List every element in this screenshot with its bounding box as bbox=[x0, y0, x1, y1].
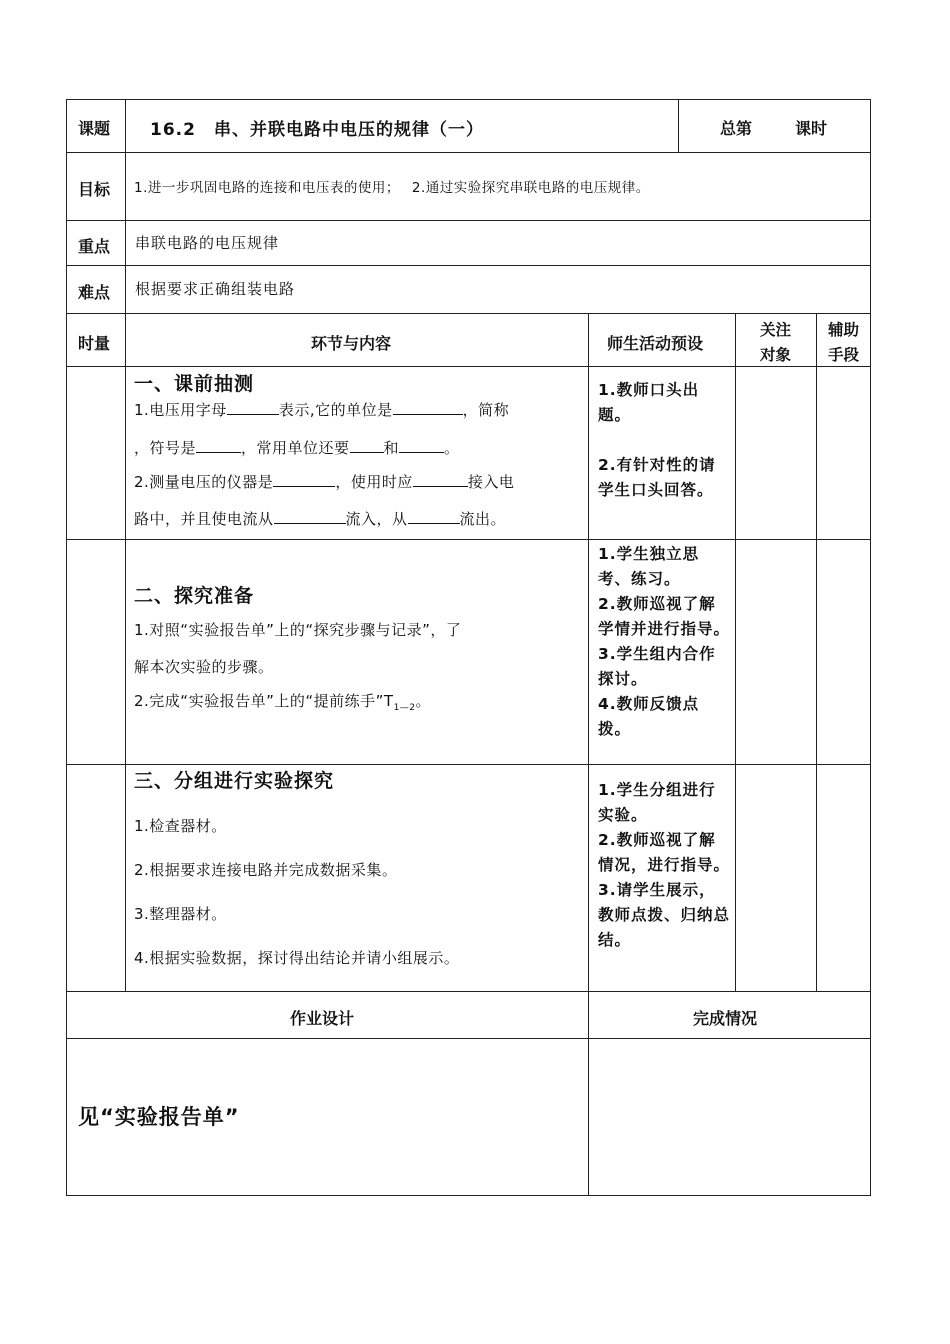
section2-title: 二、探究准备 bbox=[134, 585, 255, 607]
row-divider bbox=[66, 991, 871, 992]
section2-activity: 1.学生独立思考、练习。 2.教师巡视了解学情并进行指导。 3.学生组内合作探讨。 4.教师反馈点拨。 bbox=[598, 545, 731, 738]
row-divider bbox=[66, 366, 871, 367]
row-divider bbox=[66, 220, 871, 221]
col-header-activity: 师生活动预设 bbox=[607, 334, 704, 353]
col-divider bbox=[125, 99, 126, 314]
section3-activity: 1.学生分组进行实验。 2.教师巡视了解情况，进行指导。 3.请学生展示，教师点拨、归纳总结。 bbox=[598, 781, 731, 949]
label-difficulty: 难点 bbox=[78, 283, 111, 302]
section1-title: 一、课前抽测 bbox=[134, 373, 255, 395]
text: 流出。 bbox=[459, 510, 507, 528]
section1-line3 bbox=[134, 471, 514, 492]
period-label: 课时 bbox=[795, 119, 828, 138]
row-divider bbox=[66, 1038, 871, 1039]
section3-title: 三、分组进行实验探究 bbox=[134, 770, 335, 792]
text: 流入，从 bbox=[345, 510, 408, 528]
text: ，使用时应 bbox=[335, 473, 413, 491]
section2-line2: 解本次实验的步骤。 bbox=[134, 658, 274, 676]
col-header-aid-1: 辅助 bbox=[828, 321, 860, 339]
col-header-aid-2: 手段 bbox=[828, 346, 860, 364]
section1-line2 bbox=[134, 437, 460, 458]
text: 路中，并且使电流从 bbox=[134, 510, 274, 528]
text: 2.完成“实验报告单”上的“提前练手”T bbox=[134, 692, 394, 710]
completion-label: 完成情况 bbox=[693, 1009, 758, 1028]
section1-line4 bbox=[134, 508, 506, 529]
text: 。 bbox=[444, 439, 460, 457]
section2-line1: 1.对照“实验报告单”上的“探究步骤与记录”，了 bbox=[134, 621, 462, 639]
fill-blank bbox=[399, 438, 444, 453]
col-header-focus-1: 关注 bbox=[760, 321, 792, 339]
section3-item-4: 4.根据实验数据，探讨得出结论并请小组展示。 bbox=[134, 949, 460, 967]
section3-item-1: 1.检查器材。 bbox=[134, 817, 227, 835]
col-header-focus-2: 对象 bbox=[760, 346, 792, 364]
row-divider bbox=[66, 764, 871, 765]
section1-activity-2: 2.有针对性的请学生口头回答。 bbox=[598, 456, 716, 499]
difficulty-text: 根据要求正确组装电路 bbox=[135, 280, 296, 298]
text: 接入电 bbox=[467, 473, 515, 491]
label-goal: 目标 bbox=[78, 180, 111, 199]
col-divider bbox=[588, 313, 589, 1195]
table-border-left bbox=[66, 99, 67, 1196]
table-border-right bbox=[870, 99, 871, 1196]
fill-blank bbox=[196, 438, 241, 453]
section3-item-3: 3.整理器材。 bbox=[134, 905, 227, 923]
goal-text: 1.进一步巩固电路的连接和电压表的使用； 2.通过实验探究串联电路的电压规律。 bbox=[134, 180, 650, 196]
section2-line3 bbox=[134, 690, 431, 713]
col-divider bbox=[816, 313, 817, 991]
section1-line1 bbox=[134, 399, 509, 420]
table-border-top bbox=[66, 99, 871, 100]
text: 1.电压用字母 bbox=[134, 401, 227, 419]
fill-blank bbox=[413, 472, 468, 487]
text: 和 bbox=[383, 439, 400, 457]
homework-label: 作业设计 bbox=[290, 1009, 355, 1028]
text: ，常用单位还要 bbox=[241, 439, 350, 457]
row-divider bbox=[66, 265, 871, 266]
text: ，符号是 bbox=[134, 439, 197, 457]
subscript: 1—2 bbox=[393, 703, 416, 713]
fill-blank bbox=[408, 509, 460, 524]
text: ，简称 bbox=[462, 401, 510, 419]
fill-blank bbox=[350, 438, 384, 453]
col-divider bbox=[125, 313, 126, 991]
fill-blank bbox=[273, 472, 335, 487]
table-border-bottom bbox=[66, 1195, 871, 1196]
row-divider bbox=[66, 313, 871, 314]
text: 2.测量电压的仪器是 bbox=[134, 473, 274, 491]
total-label: 总第 bbox=[720, 119, 753, 138]
label-key-point: 重点 bbox=[78, 237, 111, 256]
fill-blank bbox=[274, 509, 346, 524]
row-divider bbox=[66, 539, 871, 540]
homework-text: 见“实验报告单” bbox=[78, 1105, 240, 1129]
key-point-text: 串联电路的电压规律 bbox=[135, 234, 280, 252]
label-topic: 课题 bbox=[78, 119, 111, 138]
row-divider bbox=[66, 152, 871, 153]
lesson-title: 16.2 串、并联电路中电压的规律（一） bbox=[150, 120, 484, 140]
section1-activity-1: 1.教师口头出题。 bbox=[598, 381, 700, 424]
section3-item-2: 2.根据要求连接电路并完成数据采集。 bbox=[134, 861, 398, 879]
col-header-content: 环节与内容 bbox=[311, 334, 392, 353]
col-header-time: 时量 bbox=[78, 334, 111, 353]
text: 。 bbox=[415, 692, 432, 710]
col-divider bbox=[678, 99, 679, 152]
fill-blank bbox=[227, 400, 279, 415]
text: 表示,它的单位是 bbox=[278, 401, 393, 419]
col-divider bbox=[735, 313, 736, 991]
fill-blank bbox=[393, 400, 463, 415]
